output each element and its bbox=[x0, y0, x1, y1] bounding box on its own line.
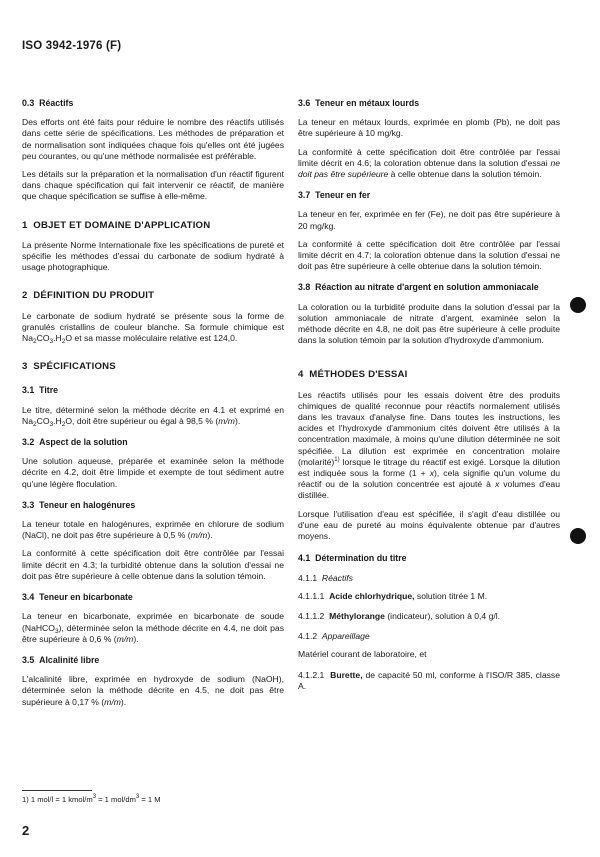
paragraph: La teneur en bicarbonate, exprimée en bicarbonate de soude (NaHCO$_3$), déterminée selon la méthode décrite en 4.4, ne doit pas être supérieure à 0,6 % (m/m). bbox=[22, 611, 284, 644]
section-3-5-heading: 3.5 Alcalinité libre bbox=[22, 654, 100, 665]
paragraph: La coloration ou la turbidité produite dans la solution d'essai par la solution ammoniacale de nitrate d'argent, examinée selon la méthode décrite en 4.8, ne doit pas être supérieure à celle produite dans la solution témoin par la solution d'hydroxyde d'ammonium. bbox=[298, 301, 560, 346]
paragraph: Une solution aqueuse, préparée et examinée selon la méthode décrite en 4.2, doit être limpide et exempte de tout sédiment autre qu'une légère floculation. bbox=[22, 456, 284, 489]
footnote: 1) 1 mol/l = 1 kmol/$m^3 = 1$ mol/$dm^3 = 1$ M bbox=[22, 790, 284, 804]
section-1-heading: 1 OBJET ET DOMAINE D'APPLICATION bbox=[22, 219, 211, 231]
section-3-8-heading: 3.8 Réaction au nitrate d'argent en solution ammoniacale bbox=[298, 282, 539, 293]
page-number: 2 bbox=[22, 823, 30, 838]
left-column bbox=[22, 98, 284, 715]
section-3-3-heading: 3.3 Teneur en halogénures bbox=[22, 499, 136, 510]
section-3-4-heading: 3.4 Teneur en bicarbonate bbox=[22, 592, 133, 603]
paragraph: Les réactifs utilisés pour les essais doivent être des produits chimiques de qualité reconnue pour réactifs normalement utilisés dans les travaux d'analyse fine. Dans toutes les instructions, les acides et l'hydroxyde d'ammonium cités doivent être utilisés à la concentration maximale, à moins qu'une dilution déterminée ne soit spécifiée. La dilution est exprimée en concentration molaire (molarité)$^{1)}$ lorsque le titrage du réactif est exigé. Lorsque la dilution est indiquée sous la forme (1 + x), cela signifie qu'un volume du réactif ou de la solution concentrée est ajouté à x volumes d'eau distillée. bbox=[298, 389, 561, 501]
section-4-1-heading: 4.1 Détermination du titre bbox=[298, 553, 407, 564]
footnote-rule bbox=[22, 790, 92, 791]
section-4-1-2-heading: 4.1.2 Appareillage bbox=[298, 631, 370, 642]
document-header: ISO 3942-1976 (F) bbox=[22, 40, 122, 52]
paragraph: Des efforts ont été faits pour réduire le nombre des réactifs utilisés dans cette série de spécifications. Les méthodes de préparation et de normalisation sont indiquées chaque fois qu'elles ont été jugées peu courantes, ou qu'une méthode normalisée est préférable. bbox=[22, 117, 284, 161]
punch-hole-bottom bbox=[570, 528, 586, 544]
paragraph: Lorsque l'utilisation d'eau est spécifiée, il s'agit d'eau distillée ou d'une eau de pureté au moins équivalente obtenue par d'autres moyens. bbox=[298, 508, 560, 542]
paragraph: Le titre, déterminé selon la méthode décrite en 4.1 et exprimé en $Na_2CO_3.H_2O$, doit être supérieur ou égal à 98,5 % (m/m). bbox=[22, 404, 284, 428]
paragraph: La conformité à cette spécification doit être contrôlée par l'essai limite décrit en 4.6; la coloration obtenue dans la solution d'essai ne doit pas être supérieure à celle obtenue dans la solution témoin. bbox=[298, 146, 560, 180]
paragraph: Le carbonate de sodium hydraté se présente sous la forme de granulés cristallins de couleur blanche. Sa formule chimique est $Na_2CO_3.H_2O$ et sa masse moléculaire relative est 124,0. bbox=[22, 310, 284, 346]
paragraph: Les détails sur la préparation et la normalisation d'un réactif figurent dans chaque spécification qui fait intervenir ce réactif, de manière que chaque spécification se suffise à elle-même. bbox=[22, 169, 284, 202]
section-3-1-heading: 3.1 Titre bbox=[22, 385, 59, 396]
section-0-3-heading: 0.3 Réactifs bbox=[22, 98, 74, 108]
section-3-7-heading: 3.7 Teneur en fer bbox=[298, 190, 371, 201]
paragraph: La conformité à cette spécification doit être contrôlée par l'essai limite décrit en 4.3; la turbidité obtenue dans la solution d'essai ne doit pas être supérieure à celle obtenue dans la solution témoin. bbox=[22, 548, 284, 581]
list-item: 4.1.1.2 Méthylorange (indicateur), solution à 0,4 g/l. bbox=[298, 610, 501, 621]
paragraph: La teneur totale en halogénures, exprimée en chlorure de sodium (NaCl), ne doit pas être supérieure à 0,5 % (m/m). bbox=[22, 519, 284, 541]
paragraph: L'alcalinité libre, exprimée en hydroxyde de sodium (NaOH), déterminée selon la méthode décrite en 4.5, ne doit pas être supérieure à 0,17 % (m/m). bbox=[22, 674, 284, 707]
section-3-6-heading: 3.6 Teneur en métaux lourds bbox=[298, 98, 420, 108]
paragraph: La présente Norme Internationale fixe les spécifications de pureté et spécifie les méthodes d'essai du carbonate de sodium hydraté à usage photographique. bbox=[22, 239, 284, 273]
section-2-heading: 2 DÉFINITION DU PRODUIT bbox=[22, 290, 155, 302]
list-item: 4.1.2.1 Burette, de capacité 50 ml, conforme à l'ISO/R 385, classe A. bbox=[298, 669, 560, 691]
paragraph: La teneur en fer, exprimée en fer (Fe), ne doit pas être supérieure à 20 mg/kg. bbox=[298, 209, 560, 231]
paragraph: La teneur en métaux lourds, exprimée en plomb (Pb), ne doit pas être supérieure à 10 mg/kg. bbox=[298, 117, 560, 139]
right-column bbox=[298, 98, 560, 699]
list-item: 4.1.1.1 Acide chlorhydrique, solution titrée 1 M. bbox=[298, 590, 488, 601]
section-4-1-1-heading: 4.1.1 Réactifs bbox=[298, 572, 353, 583]
paragraph: Matériel courant de laboratoire, et bbox=[298, 649, 427, 660]
section-4-heading: 4 MÉTHODES D'ESSAI bbox=[298, 369, 408, 381]
paragraph: La conformité à cette spécification doit être contrôlée par l'essai limite décrit en 4.7; la coloration obtenue dans la solution d'essai ne doit pas être supérieure à celle obtenue dans la solution témoin. bbox=[298, 238, 560, 272]
section-3-2-heading: 3.2 Aspect de la solution bbox=[22, 437, 128, 448]
section-3-heading: 3 SPÉCIFICATIONS bbox=[22, 361, 116, 373]
punch-hole-top bbox=[570, 297, 586, 313]
